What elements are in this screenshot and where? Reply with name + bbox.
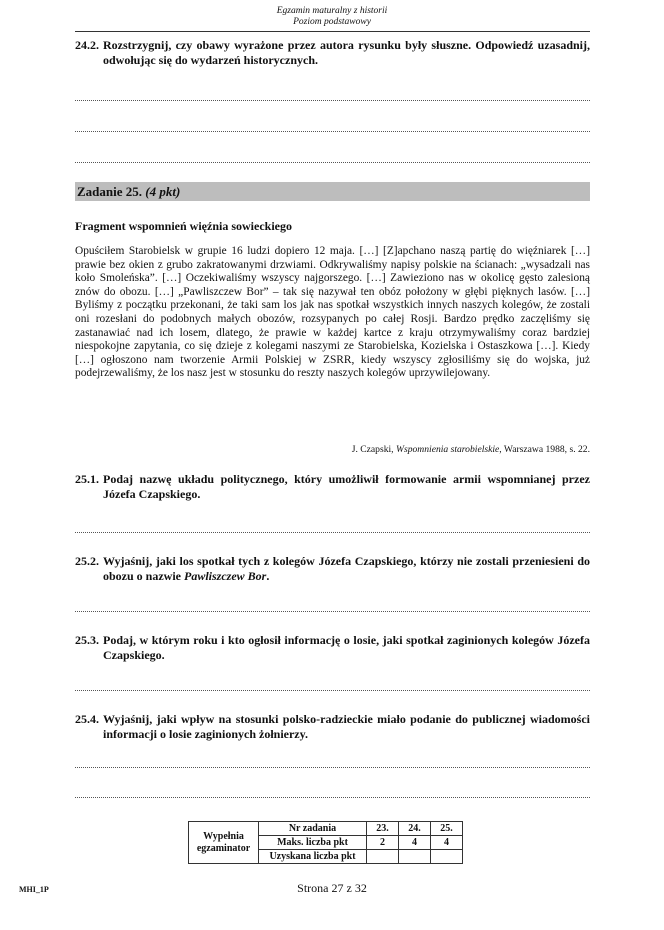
task-number-cell: 24. bbox=[399, 822, 431, 836]
answer-line[interactable] bbox=[75, 797, 590, 798]
source-citation bbox=[75, 444, 590, 455]
earned-points-label: Uzyskana liczba pkt bbox=[259, 850, 367, 864]
question-25-1 bbox=[75, 472, 590, 502]
exam-code: MHI_1P bbox=[19, 885, 49, 894]
answer-line[interactable] bbox=[75, 100, 590, 101]
question-number: 24.2. bbox=[75, 38, 99, 52]
exam-title: Egzamin maturalny z historii bbox=[276, 6, 388, 16]
answer-line[interactable] bbox=[75, 767, 590, 768]
answer-line[interactable] bbox=[75, 611, 590, 612]
answer-line[interactable] bbox=[75, 162, 590, 163]
question-text: Rozstrzygnij, czy obawy wyrażone przez autora rysunku były słuszne. Odpowiedź uzasadnij, odwołując się do wydarzeń historycznych. bbox=[103, 38, 590, 67]
question-25-4 bbox=[75, 712, 590, 742]
task-number-cell: 25. bbox=[431, 822, 463, 836]
source-title: Fragment wspomnień więźnia sowieckiego bbox=[75, 219, 292, 233]
exam-level: Poziom podstawowy bbox=[293, 17, 371, 27]
max-points-cell: 4 bbox=[399, 836, 431, 850]
max-points-cell: 4 bbox=[431, 836, 463, 850]
page-header bbox=[0, 6, 664, 28]
grader-label: Wypełnia egzaminator bbox=[189, 822, 259, 864]
citation-work: Wspomnienia starobielskie bbox=[395, 444, 500, 455]
citation-details: , Warszawa 1988, s. 22. bbox=[499, 444, 590, 455]
task-number-cell: 23. bbox=[367, 822, 399, 836]
question-text bbox=[103, 554, 590, 584]
header-divider bbox=[75, 31, 590, 32]
answer-line[interactable] bbox=[75, 532, 590, 533]
earned-points-cell[interactable] bbox=[431, 850, 463, 864]
earned-points-cell[interactable] bbox=[399, 850, 431, 864]
earned-points-cell[interactable] bbox=[367, 850, 399, 864]
citation-author: J. Czapski, bbox=[351, 444, 394, 455]
task-number-label: Nr zadania bbox=[259, 822, 367, 836]
question-text: Wyjaśnij, jaki wpływ na stosunki polsko-radzieckie miało podanie do publicznej wiadomości informacji o losie zaginionych żołnierzy. bbox=[103, 712, 590, 741]
question-text: Podaj nazwę układu politycznego, który umożliwił formowanie armii wspomnianej przez Józefa Czapskiego. bbox=[103, 472, 590, 501]
max-points-cell: 2 bbox=[367, 836, 399, 850]
question-number: 25.3. bbox=[75, 633, 99, 647]
question-25-2 bbox=[75, 554, 590, 584]
camp-name: Pawliszczew Bor bbox=[184, 569, 267, 583]
task-title: Zadanie 25. bbox=[77, 184, 143, 199]
task-points: (4 pkt) bbox=[145, 184, 181, 199]
question-text-end: . bbox=[266, 569, 270, 583]
question-number: 25.4. bbox=[75, 712, 99, 726]
answer-line[interactable] bbox=[75, 690, 590, 691]
page-number: Strona 27 z 32 bbox=[297, 881, 367, 895]
question-25-3 bbox=[75, 633, 590, 663]
answer-line[interactable] bbox=[75, 131, 590, 132]
question-text-main: Wyjaśnij, jaki los spotkał tych z kolegów Józefa Czapskiego, którzy nie zostali przeniesieni do obozu o nazwie bbox=[103, 554, 590, 583]
max-points-label: Maks. liczba pkt bbox=[259, 836, 367, 850]
grading-table bbox=[188, 821, 463, 864]
question-24-2 bbox=[75, 38, 590, 68]
question-text: Podaj, w którym roku i kto ogłosił informację o losie, jaki spotkał zaginionych kolegów Józefa Czapskiego. bbox=[103, 633, 590, 662]
source-text: Opuściłem Starobielsk w grupie 16 ludzi dopiero 12 maja. […] [Z]apchano naszą partię do więźniarek […] prawie bez okien z grubo zakratowanymi drzwiami. Odkrywaliśmy napisy polskie na ścianach: „wysadzali nas koło Smoleńska”. […] Oczekiwaliśmy wszyscy najgorszego. […] Zawieziono nas w okolicę gęsto zalesioną znów do obozu. […] „Pawliszczew Bor” – tak się nazywał ten obóz położony w głębi pięknych lasów. […] Byliśmy z początku przekonani, że taki sam los jak nas spotkał wszystkich innych naszych kolegów, że zostali oni rozesłani do podobnych małych obozów, rozsypanych po całej Rosji. Bardzo prędko zaczęliśmy się zastanawiać nad ich losem, dlatego, że prawie w każdej kartce z kraju otrzymywaliśmy coraz bardziej niespokojne zapytania, co się dzieje z kolegami naszymi ze Starobielska, Kozielska i Ostaszkowa […]. Kiedy […] ogłoszono nam tworzenie Armii Polskiej w ZSRR, kiedy wszyscy zgłosiliśmy się do wojska, już podejrzewaliśmy, że los nasz jest w stosunku do reszty naszych kolegów uprzywilejowany. bbox=[75, 245, 590, 380]
question-number: 25.1. bbox=[75, 472, 99, 486]
question-number: 25.2. bbox=[75, 554, 99, 568]
task-header-bar bbox=[75, 182, 590, 201]
